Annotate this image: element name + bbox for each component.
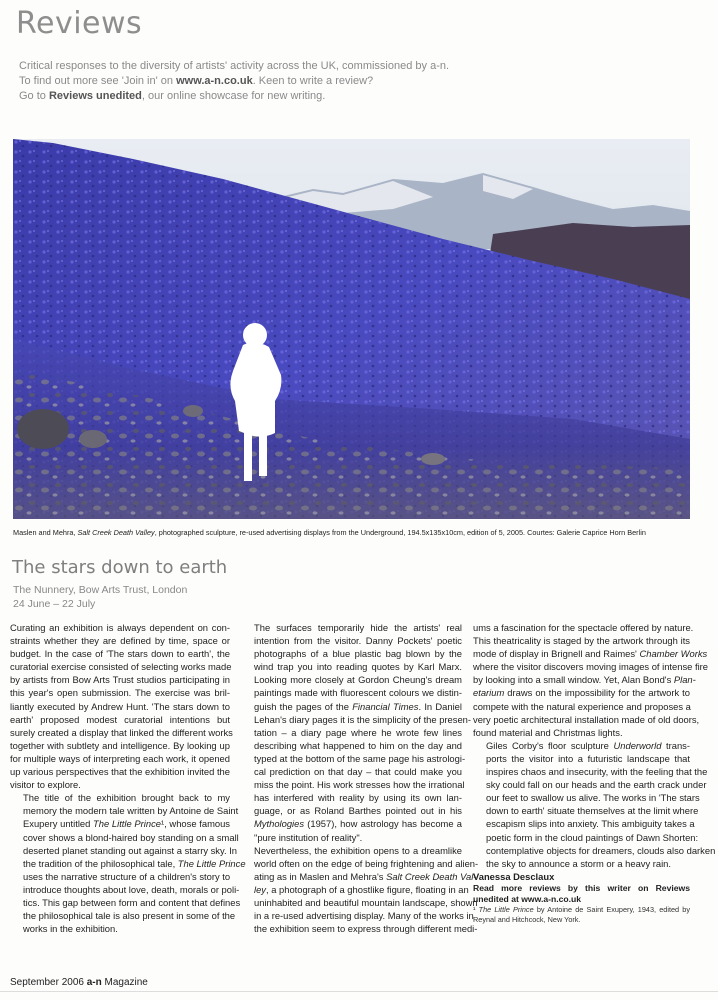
- text-line: straints whether they are defined by time, space or: [10, 635, 230, 647]
- landscape-photo: [13, 139, 690, 519]
- text-line: curatorial exercise consisted of selecting works made: [10, 661, 232, 673]
- text-line: mode of display in Brignell and Raimes' Chamber Works: [473, 648, 708, 660]
- text-line: world often on the edge of being frightening and alien-: [254, 857, 479, 869]
- intro-line-3-text-a: Go to: [19, 90, 49, 102]
- text-line: up various perspectives that the exhibition invited the: [10, 766, 230, 778]
- footer-rule: [0, 991, 718, 992]
- article-column-3: [473, 621, 716, 925]
- text-line: by artists from Bow Arts Trust studios participating in: [10, 674, 230, 686]
- text-line: liantly executed by Andrew Hunt. 'The stars down to: [10, 700, 230, 712]
- text-line: for multiple ways of interpreting each work, it opened: [10, 752, 230, 764]
- intro-line-2: [19, 74, 373, 89]
- text-line: down to earth' situate themselves at the limit where: [486, 805, 699, 817]
- text-line: the philosophical tale is also present in some of the: [23, 910, 236, 922]
- text-line: ports the visitor into a futuristic landscape that: [486, 752, 690, 764]
- text-line: in a re-used advertising display. Many of the works in: [254, 910, 474, 922]
- text-line: miss the point. His work stresses how the irrational: [254, 779, 465, 791]
- text-line: visitor to explore.: [10, 779, 81, 791]
- text-line: ums a fascination for the spectacle offered by nature.: [473, 622, 694, 633]
- article-title: The stars down to earth: [12, 557, 228, 578]
- text-line: where the visitor discovers moving images of intense fire: [473, 661, 708, 673]
- caption-artwork-title: Salt Creek Death Valley: [77, 528, 155, 537]
- text-line: The surfaces temporarily hide the artists' real: [254, 622, 462, 633]
- text-line: uninhabited and beautiful mountain landscape, shown: [254, 896, 478, 908]
- text-line: sky could fall on our heads and the earth crack under: [486, 779, 707, 791]
- text-line: Giles Corby's floor sculpture Underworld trans-: [486, 739, 690, 751]
- caption-text-a: Maslen and Mehra,: [13, 528, 78, 537]
- text-line: compete with the natural experience and proposes a: [473, 700, 691, 712]
- text-line: Nevertheless, the exhibition opens to a dreamlike: [254, 844, 462, 856]
- text-line: photographs of a blue plastic bag blown by the: [254, 648, 462, 660]
- text-line: guage, or as Roland Barthes pointed out in his: [254, 805, 462, 817]
- text-line: wind trap you into reading quotes by Karl Marx.: [254, 661, 462, 673]
- text-line: together with subtlety and intelligence. By looking up: [10, 739, 230, 751]
- section-title: Reviews: [16, 6, 143, 41]
- page-footer: [10, 977, 148, 988]
- text-line: describing what happened to him on the day and: [254, 739, 462, 751]
- col1-paragraph-1: [10, 621, 233, 791]
- col1-paragraph-2: [10, 791, 246, 935]
- footer-date: September 2006: [10, 977, 87, 988]
- text-line: the exhibition seem to express through different medi-: [254, 923, 478, 935]
- text-line: Looking more closely at Gordon Cheung's dream: [254, 674, 462, 686]
- reviews-unedited-link[interactable]: Reviews unedited: [48, 90, 142, 102]
- footnote: [473, 905, 690, 925]
- intro-line-2-text-a: To find out more see 'Join in' on: [19, 75, 177, 87]
- text-line: by looking into a small window. Yet, Alan Bond's Plan-: [473, 674, 696, 686]
- text-line: found material and Christmas lights.: [473, 726, 623, 738]
- text-line: intention from the visitor. Danny Pockets' poetic: [254, 635, 462, 647]
- text-line: cal prediction on that day – that could make you: [254, 766, 462, 778]
- col2-paragraph-2: [241, 844, 479, 936]
- text-line: Mythologies (1957), how astrology has become a: [254, 818, 462, 830]
- col3-paragraph-1: [473, 621, 708, 739]
- article-column-2: [241, 621, 479, 935]
- photo-illustration: [13, 139, 690, 519]
- text-line: tation – a diary page where he wrote few lines: [254, 726, 462, 738]
- read-more-note[interactable]: Read more reviews by this writer on Reviews unedited at www.a-n.co.uk: [473, 882, 690, 904]
- footer-magazine-brand: a-n: [86, 977, 102, 988]
- text-line: "pure institution of reality".: [254, 831, 363, 843]
- text-line: Curating an exhibition is always dependent on con-: [10, 622, 230, 633]
- intro-url-link[interactable]: www.a-n.co.uk: [176, 75, 253, 87]
- text-line: This theatricality is staged by the artwork through its: [473, 635, 690, 647]
- text-line: introduce thoughts about love, death, morals or poli-: [23, 883, 240, 895]
- photo-caption: [13, 528, 646, 537]
- footnote-mark: ¹: [473, 904, 479, 914]
- text-line: paintings made with fluorescent colours we distin-: [254, 687, 462, 699]
- text-line: ating as in Maslen and Mehra's Salt Creek Death Val-: [254, 870, 477, 882]
- text-line: our feet to swallow us alive. The works in 'The stars: [486, 792, 700, 804]
- text-line: Lehan's diary pages it is the simplicity of the presen-: [254, 713, 472, 725]
- caption-text-b: , photographed sculpture, re-used advertising displays from the Underground, 194.5x135x10cm, edition of 5, 2005. Courtes: Galerie Caprice Horn Berlin: [154, 528, 646, 537]
- author-name: Vanessa Desclaux: [473, 870, 555, 882]
- text-line: memory the modern tale written by Antoine de Saint: [23, 805, 239, 817]
- text-line: poetic form in the cloud paintings of Dawn Shorten:: [486, 831, 699, 843]
- article-dates: 24 June – 22 July: [13, 598, 96, 610]
- text-line: The title of the exhibition brought back to my: [23, 792, 230, 804]
- intro-line-1: Critical responses to the diversity of artists' activity across the UK, commissioned by a-n.: [19, 60, 450, 72]
- text-line: earth' proposed modest curatorial intentions but: [10, 713, 230, 725]
- text-line: Exupery untitled The Little Prince¹, whose famous: [23, 818, 230, 830]
- intro-line-2-text-b: . Keen to write a review?: [252, 75, 374, 87]
- intro-line-3: [19, 89, 325, 104]
- text-line: contemplative objects for dreamers, clouds also darken: [486, 844, 716, 856]
- intro-line-3-text-b: , our online showcase for new writing.: [141, 90, 326, 102]
- article-venue: The Nunnery, Bow Arts Trust, London: [13, 584, 188, 596]
- text-line: inspires chaos and insecurity, with the feeling that the: [486, 766, 708, 778]
- text-line: tics. This gap between form and content that defines: [23, 896, 241, 908]
- text-line: the sky to announce a storm or a heavy rain.: [486, 857, 671, 869]
- text-line: works in the exhibition.: [23, 923, 118, 935]
- footnote-text: by Antoine de Saint Exupery, 1943, edited by Reynal and Hitchcock, New York.: [473, 904, 690, 924]
- article-column-1: [10, 621, 246, 935]
- text-line: cover shows a blond-haired boy standing on a small: [23, 831, 239, 843]
- text-line: uses the narrative structure of a children's story to: [23, 870, 231, 882]
- text-line: this year's open submission. The exercise was bril-: [10, 687, 230, 699]
- text-line: escapism slips into anxiety. This ambiguity takes a: [486, 818, 695, 830]
- text-line: budget. In the case of 'The stars down to earth', the: [10, 648, 230, 660]
- text-line: typed at the bottom of the same page his astrologi-: [254, 752, 466, 764]
- text-line: ley, a photograph of a ghostlike figure, floating in an: [254, 883, 469, 895]
- text-line: the tradition of the philosophical tale, The Little Prince: [23, 857, 246, 869]
- text-line: deserted planet standing out against a starry sky. In: [23, 844, 238, 856]
- text-line: guish the pages of the Financial Times. In Daniel: [254, 700, 462, 712]
- text-line: surely created a display that linked the different works: [10, 726, 233, 738]
- footer-magazine-suffix: Magazine: [101, 977, 148, 988]
- col2-paragraph-1: [241, 621, 472, 844]
- text-line: very poetic architectural installation made of old doors,: [473, 713, 700, 725]
- text-line: has interfered with reality by using its own lan-: [254, 792, 462, 804]
- footnote-book-title: The Little Prince: [478, 904, 534, 914]
- text-line: etarium draws on the impossibility for the artwork to: [473, 687, 690, 699]
- col3-paragraph-2: [473, 739, 716, 870]
